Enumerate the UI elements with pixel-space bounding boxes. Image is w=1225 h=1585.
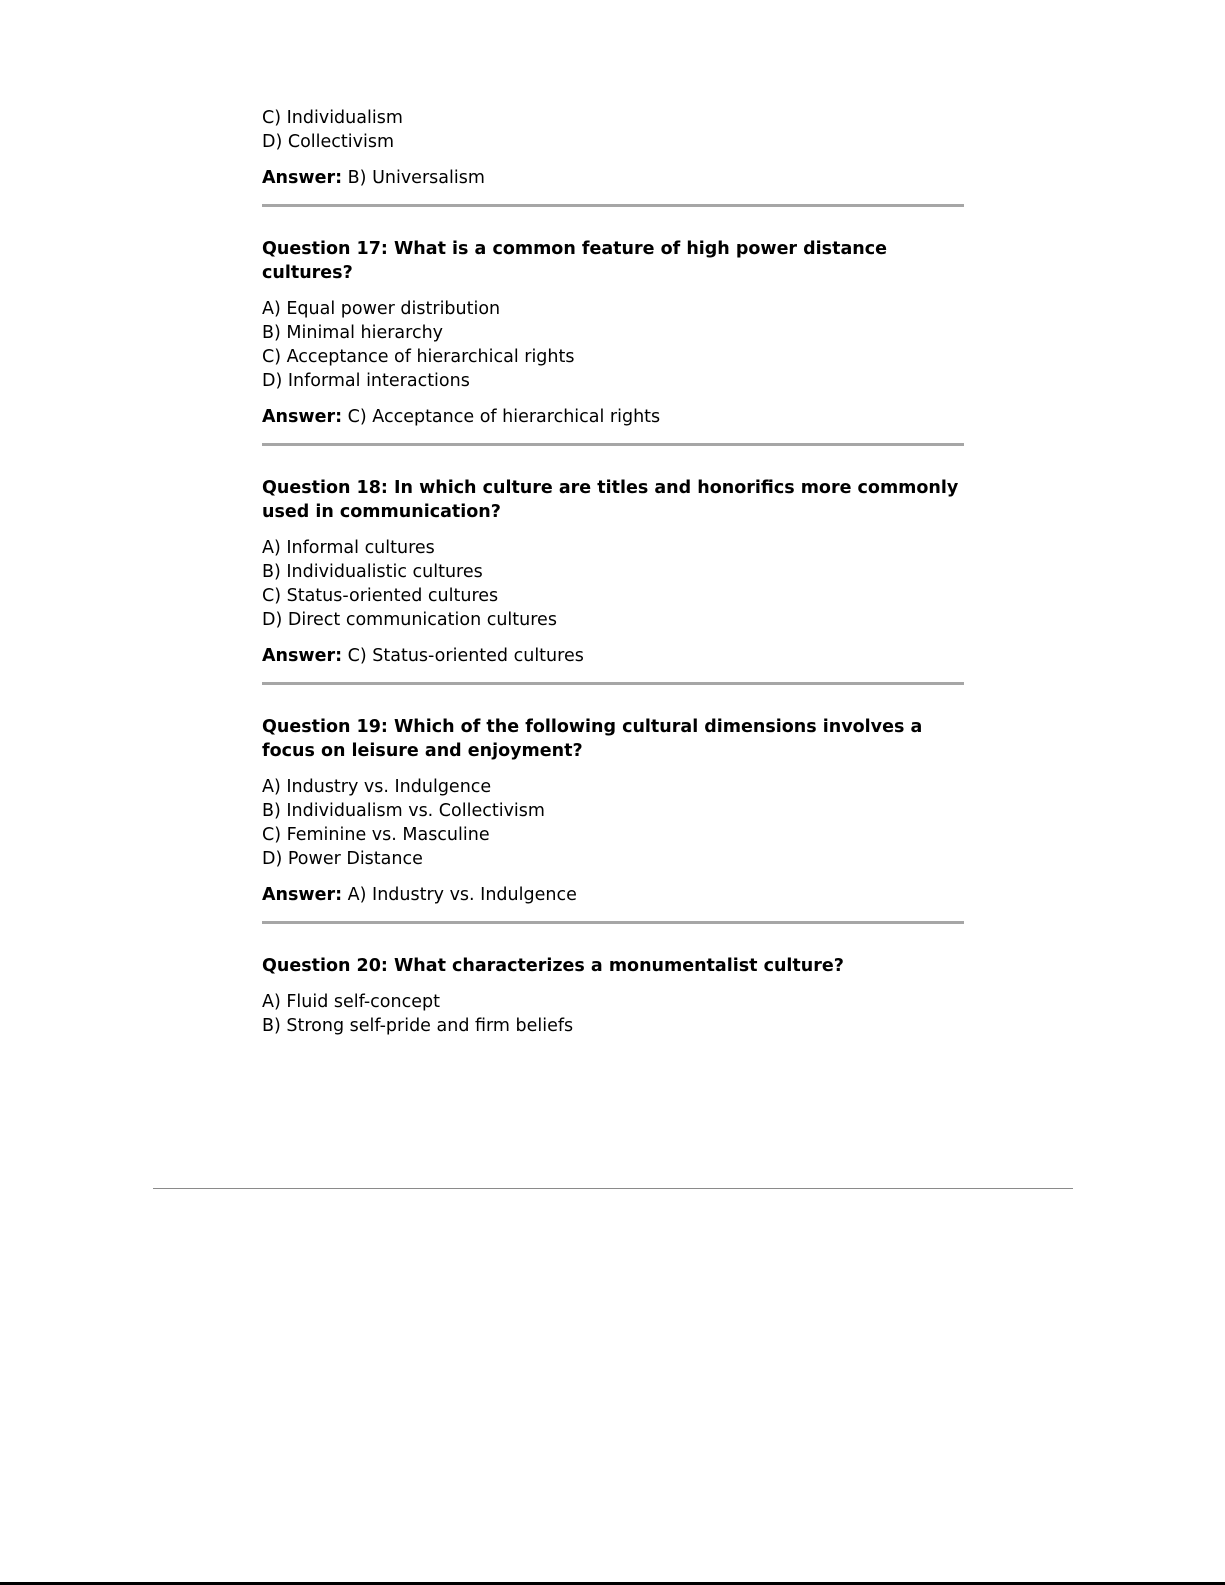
answer-line (262, 644, 964, 668)
option-b: B) Individualism vs. Collectivism (262, 801, 545, 821)
question-title: Question 19: Which of the following cultural dimensions involves a focus on leisure and enjoyment? (262, 717, 923, 761)
answer-label: Answer: (262, 885, 343, 905)
footer-divider (153, 1188, 1073, 1189)
option-a: A) Informal cultures (262, 538, 435, 558)
option-c: C) Status-oriented cultures (262, 586, 499, 606)
question-block-18 (262, 476, 964, 685)
quiz-content (262, 106, 964, 1038)
option-a: A) Industry vs. Indulgence (262, 777, 492, 797)
question-block-20 (262, 954, 964, 1038)
option-d: D) Collectivism (262, 132, 395, 152)
answer-line (262, 883, 964, 907)
option-c: C) Individualism (262, 108, 403, 128)
answer-value: B) Universalism (347, 168, 485, 188)
question-title: Question 18: In which culture are titles and honorifics more commonly used in communication? (262, 478, 959, 522)
answer-value: A) Industry vs. Indulgence (347, 885, 577, 905)
option-a: A) Fluid self-concept (262, 992, 440, 1012)
option-a: A) Equal power distribution (262, 299, 501, 319)
answer-label: Answer: (262, 168, 343, 188)
question-block-17 (262, 237, 964, 446)
question-divider (262, 682, 964, 685)
option-d: D) Direct communication cultures (262, 610, 557, 630)
option-d: D) Power Distance (262, 849, 423, 869)
option-d: D) Informal interactions (262, 371, 470, 391)
answer-value: C) Acceptance of hierarchical rights (347, 407, 661, 427)
answer-value: C) Status-oriented cultures (347, 646, 584, 666)
question-divider (262, 921, 964, 924)
answer-label: Answer: (262, 407, 343, 427)
question-divider (262, 204, 964, 207)
answer-label: Answer: (262, 646, 343, 666)
option-b: B) Minimal hierarchy (262, 323, 444, 343)
question-title: Question 20: What characterizes a monumentalist culture? (262, 956, 844, 976)
option-c: C) Feminine vs. Masculine (262, 825, 490, 845)
question-divider (262, 443, 964, 446)
option-c: C) Acceptance of hierarchical rights (262, 347, 575, 367)
question-title: Question 17: What is a common feature of high power distance cultures? (262, 239, 887, 283)
answer-line (262, 166, 964, 190)
question-block-19 (262, 715, 964, 924)
option-b: B) Individualistic cultures (262, 562, 483, 582)
answer-line (262, 405, 964, 429)
option-b: B) Strong self-pride and firm beliefs (262, 1016, 574, 1036)
question-block-16 (262, 106, 964, 207)
